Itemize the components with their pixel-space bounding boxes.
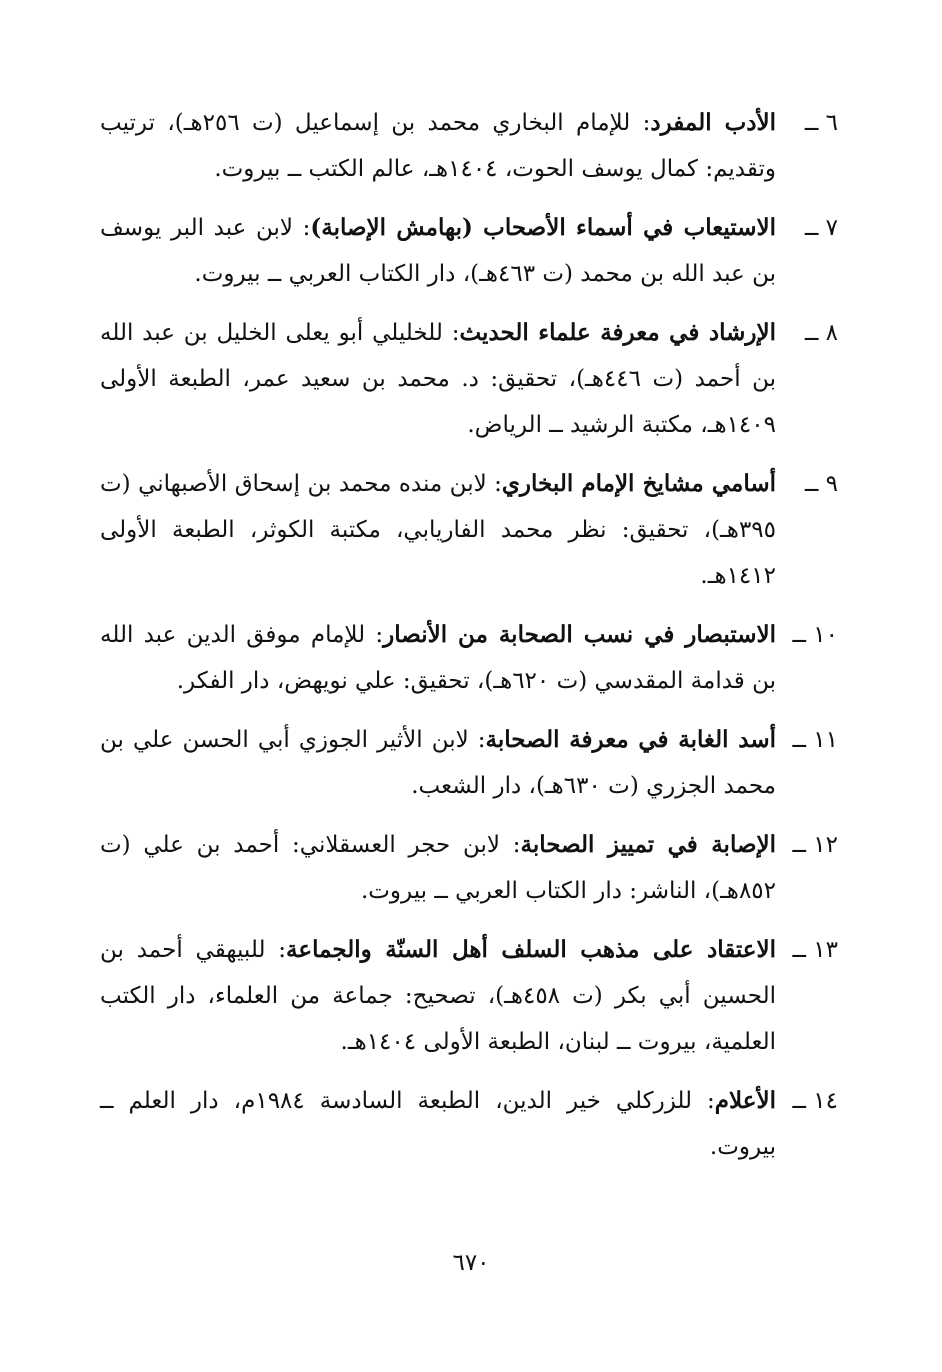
entry-body — [100, 461, 776, 599]
entry-body — [100, 612, 776, 704]
entry-title: الإصابة في تمييز الصحابة — [520, 831, 777, 858]
entry-body — [100, 100, 776, 192]
entry-number: ٩ ــ — [804, 471, 838, 497]
entry-title: الاعتقاد على مذهب السلف أهل السنّة والجماعة — [286, 936, 777, 963]
entry-body — [100, 717, 776, 809]
bibliography-entry-8 — [100, 310, 838, 448]
bibliography-entry-14 — [100, 1078, 838, 1170]
entry-title: الاستبصار في نسب الصحابة من الأنصار — [383, 621, 776, 648]
entry-body — [100, 205, 776, 297]
entry-body — [100, 310, 776, 448]
bibliography-list — [100, 100, 838, 1183]
bibliography-entry-9 — [100, 461, 838, 599]
entry-body — [100, 927, 776, 1065]
entry-number: ٨ ــ — [804, 320, 838, 346]
entry-text: : لابن منده محمد بن إسحاق الأصبهاني (ت ٣٩٥هـ)، تحقيق: نظر محمد الفاريابي، مكتبة الكوثر، الطبعة الأولى ١٤١٢هـ. — [100, 471, 776, 589]
entry-body — [100, 822, 776, 914]
entry-title: الأعلام — [714, 1087, 776, 1114]
entry-number: ١٠ ــ — [792, 622, 838, 648]
entry-number: ٧ ــ — [804, 215, 838, 241]
bibliography-entry-7 — [100, 205, 838, 297]
entry-number: ١٤ ــ — [792, 1088, 838, 1114]
entry-text: : للخليلي أبو يعلى الخليل بن عبد الله بن أحمد (ت ٤٤٦هـ)، تحقيق: د. محمد بن سعيد عمر، الطبعة الأولى ١٤٠٩هـ، مكتبة الرشيد ــ الرياض. — [100, 320, 776, 438]
bibliography-entry-13 — [100, 927, 838, 1065]
page-number: ٦٧٠ — [452, 1250, 490, 1276]
entry-title: الإرشاد في معرفة علماء الحديث — [459, 319, 776, 346]
entry-title: الاستيعاب في أسماء الأصحاب (بهامش الإصابة) — [310, 214, 776, 241]
entry-text: : للإمام البخاري محمد بن إسماعيل (ت ٢٥٦هـ)، ترتيب وتقديم: كمال يوسف الحوت، ١٤٠٤هـ، عالم الكتب ــ بيروت. — [100, 110, 776, 182]
entry-title: أسامي مشايخ الإمام البخاري — [501, 470, 776, 497]
entry-number: ٦ ــ — [804, 110, 838, 136]
bibliography-entry-12 — [100, 822, 838, 914]
entry-body — [100, 1078, 776, 1170]
bibliography-entry-10 — [100, 612, 838, 704]
bibliography-entry-11 — [100, 717, 838, 809]
entry-text: : لابن حجر العسقلاني: أحمد بن علي (ت ٨٥٢هـ)، الناشر: دار الكتاب العربي ــ بيروت. — [100, 832, 776, 904]
entry-title: أسد الغابة في معرفة الصحابة — [485, 726, 776, 753]
entry-number: ١٣ ــ — [792, 937, 838, 963]
entry-text: : للزركلي خير الدين، الطبعة السادسة ١٩٨٤م، دار العلم ــ بيروت. — [100, 1088, 776, 1160]
entry-title: الأدب المفرد — [650, 109, 777, 136]
entry-text: : لابن عبد البر يوسف بن عبد الله بن محمد (ت ٤٦٣هـ)، دار الكتاب العربي ــ بيروت. — [100, 215, 776, 287]
entry-number: ١٢ ــ — [792, 832, 838, 858]
entry-text: : للبيهقي أحمد بن الحسين أبي بكر (ت ٤٥٨هـ)، تصحيح: جماعة من العلماء، دار الكتب العلمية، بيروت ــ لبنان، الطبعة الأولى ١٤٠٤هـ. — [100, 937, 776, 1055]
entry-text: : للإمام موفق الدين عبد الله بن قدامة المقدسي (ت ٦٢٠هـ)، تحقيق: علي نويهض، دار الفكر. — [100, 622, 776, 694]
entry-number: ١١ ــ — [792, 727, 838, 753]
bibliography-entry-6 — [100, 100, 838, 192]
entry-text: : لابن الأثير الجوزي أبي الحسن علي بن محمد الجزري (ت ٦٣٠هـ)، دار الشعب. — [100, 727, 776, 799]
